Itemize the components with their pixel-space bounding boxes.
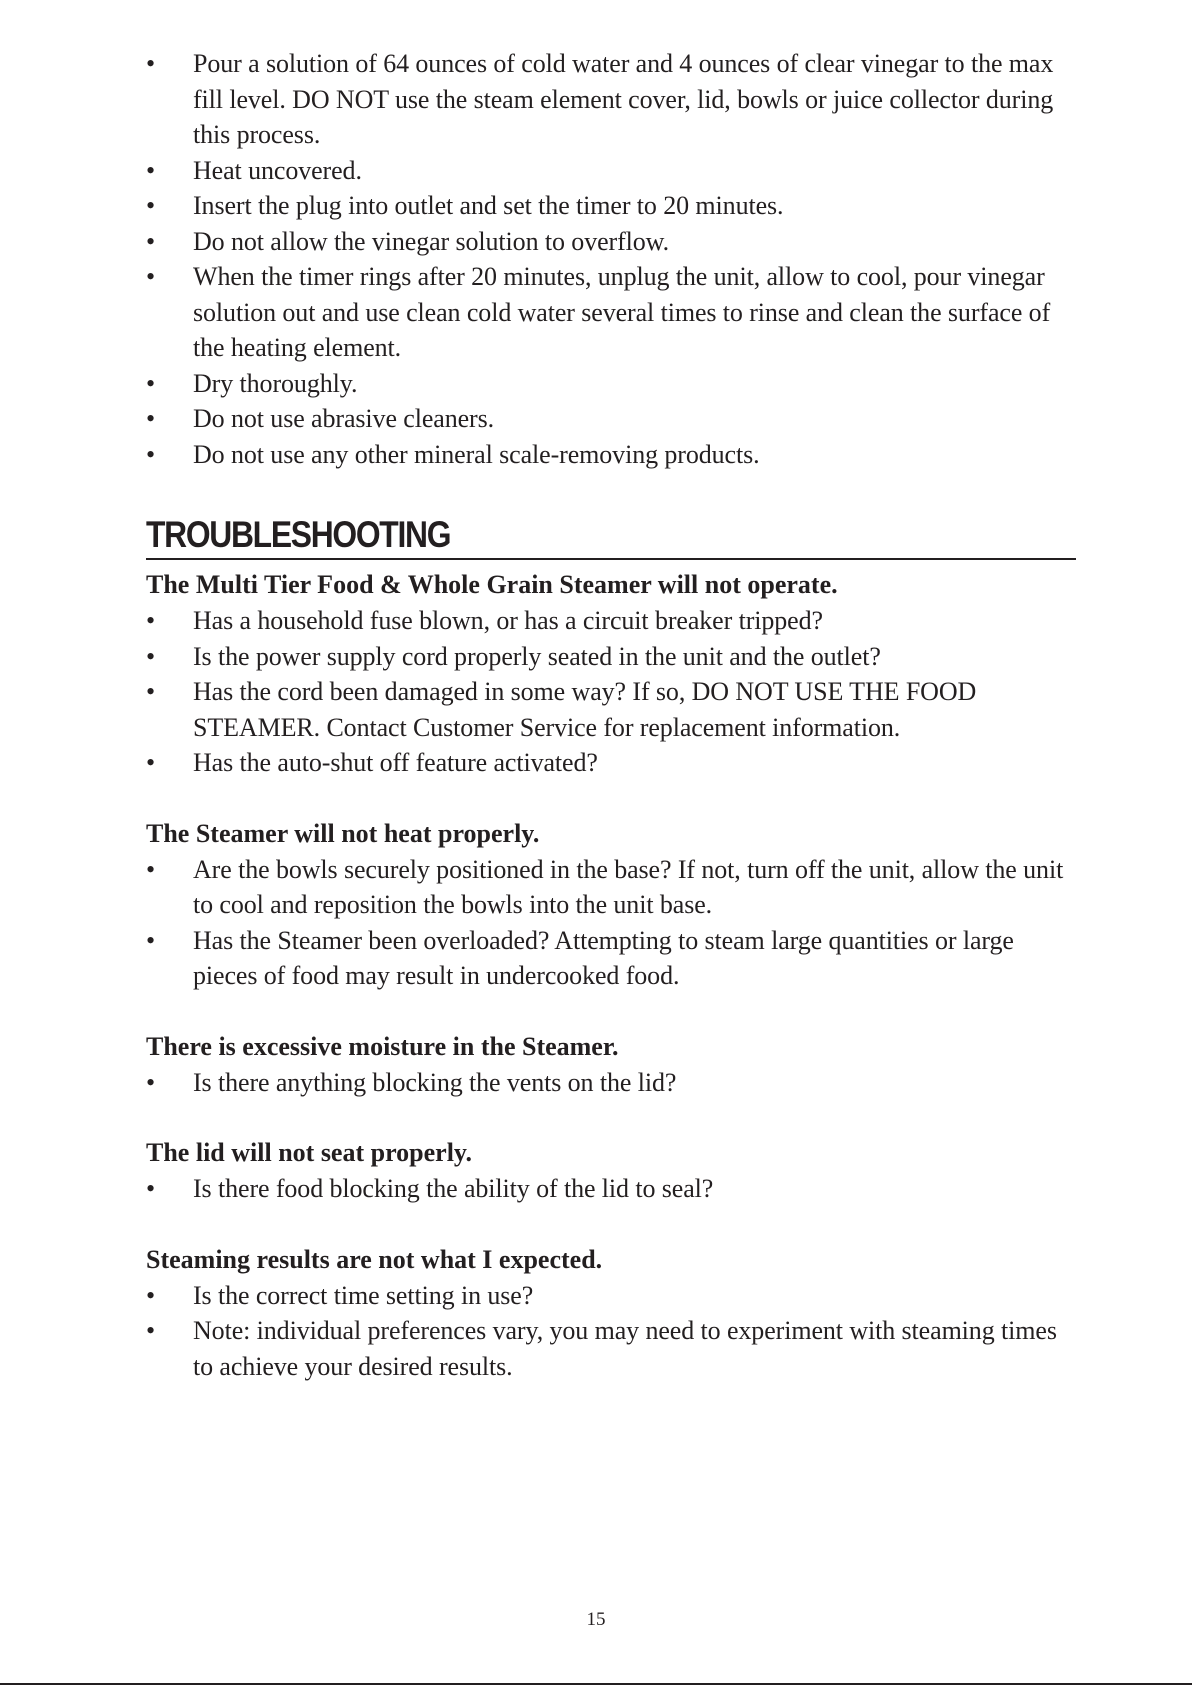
document-page — [146, 46, 1076, 1384]
list-item — [146, 1171, 1076, 1207]
list-item — [146, 259, 1076, 366]
bullet: • — [146, 925, 156, 955]
problem-heading: There is excessive moisture in the Steamer. — [146, 1031, 619, 1061]
troubleshooting-group-not-heat — [146, 816, 1076, 994]
page-number: 15 — [586, 1609, 606, 1630]
bullet: • — [146, 404, 156, 433]
bullet: • — [146, 1174, 156, 1203]
problem-heading: The Multi Tier Food & Whole Grain Steamer will not operate. — [146, 570, 838, 599]
list-item-text: Note: individual preferences vary, you may need to experiment with steaming times to achieve your desired results. — [193, 1316, 1057, 1381]
list-item-text: Has a household fuse blown, or has a circuit breaker tripped? — [193, 606, 823, 635]
bullet: • — [146, 677, 156, 706]
list-item — [146, 1313, 1076, 1384]
list-item-text: Heat uncovered. — [193, 155, 362, 185]
list-item — [146, 401, 1076, 437]
list-item — [146, 1278, 1076, 1314]
list-item-text: Are the bowls securely positioned in the base? If not, turn off the unit, allow the unit to cool and reposition the bowls into the unit base. — [193, 854, 1064, 919]
bullet: • — [146, 641, 156, 671]
list-item-text: Pour a solution of 64 ounces of cold water and 4 ounces of clear vinegar to the max fill level. DO NOT use the steam element cover, lid, bowls or juice collector during this process. — [193, 49, 1054, 149]
list-item-text: Is the power supply cord properly seated in the unit and the outlet? — [193, 641, 881, 671]
list-item — [146, 745, 1076, 781]
section-divider — [146, 558, 1076, 560]
list-item-text: Is there food blocking the ability of the lid to seal? — [193, 1174, 714, 1203]
bullet: • — [146, 854, 156, 884]
list-item — [146, 366, 1076, 402]
bullet: • — [146, 1316, 156, 1345]
list-item-text: Has the Steamer been overloaded? Attempting to steam large quantities or large pieces of food may result in undercooked food. — [193, 925, 1014, 990]
list-item — [146, 153, 1076, 189]
bullet: • — [146, 439, 156, 469]
problem-heading: The lid will not seat properly. — [146, 1138, 472, 1167]
bullet: • — [146, 1280, 156, 1310]
list-item — [146, 603, 1076, 639]
list-item — [146, 852, 1076, 923]
bullet: • — [146, 226, 156, 256]
troubleshooting-group-results — [146, 1242, 1076, 1385]
list-item-text: Has the cord been damaged in some way? If so, DO NOT USE THE FOOD STEAMER. Contact Customer Service for replacement information. — [193, 677, 977, 742]
list-item-text: Has the auto-shut off feature activated? — [193, 748, 598, 777]
cleaning-instructions-list — [146, 46, 1076, 472]
problem-heading: Steaming results are not what I expected. — [146, 1244, 603, 1274]
list-item — [146, 674, 1076, 745]
list-item — [146, 437, 1076, 473]
problem-checklist — [146, 852, 1076, 994]
list-item-text: Do not allow the vinegar solution to overflow. — [193, 226, 670, 256]
list-item — [146, 224, 1076, 260]
list-item-text: Insert the plug into outlet and set the timer to 20 minutes. — [193, 191, 784, 220]
list-item-text: Is there anything blocking the vents on the lid? — [193, 1067, 677, 1097]
list-item — [146, 188, 1076, 224]
problem-checklist — [146, 1065, 1076, 1101]
section-heading: TROUBLESHOOTING — [146, 514, 451, 555]
problem-checklist — [146, 1278, 1076, 1385]
list-item-text: When the timer rings after 20 minutes, unplug the unit, allow to cool, pour vinegar solution out and use clean cold water several times to rinse and clean the surface of the heating element. — [193, 262, 1051, 362]
troubleshooting-group-lid — [146, 1135, 1076, 1207]
problem-heading: The Steamer will not heat properly. — [146, 818, 540, 848]
bullet: • — [146, 606, 156, 635]
list-item — [146, 46, 1076, 153]
list-item-text: Is the correct time setting in use? — [193, 1280, 534, 1310]
list-item-text: Dry thoroughly. — [193, 368, 358, 398]
troubleshooting-group-not-operate — [146, 567, 1076, 781]
troubleshooting-group-moisture — [146, 1029, 1076, 1101]
list-item-text: Do not use abrasive cleaners. — [193, 404, 495, 433]
list-item — [146, 1065, 1076, 1101]
bullet: • — [146, 1067, 156, 1097]
list-item — [146, 639, 1076, 675]
bullet: • — [146, 49, 156, 78]
bullet: • — [146, 262, 156, 291]
list-item-text: Do not use any other mineral scale-removing products. — [193, 439, 760, 469]
bullet: • — [146, 368, 156, 398]
problem-checklist — [146, 603, 1076, 781]
bullet: • — [146, 155, 156, 185]
problem-checklist — [146, 1171, 1076, 1207]
bullet: • — [146, 748, 156, 777]
list-item — [146, 923, 1076, 994]
bullet: • — [146, 191, 156, 220]
